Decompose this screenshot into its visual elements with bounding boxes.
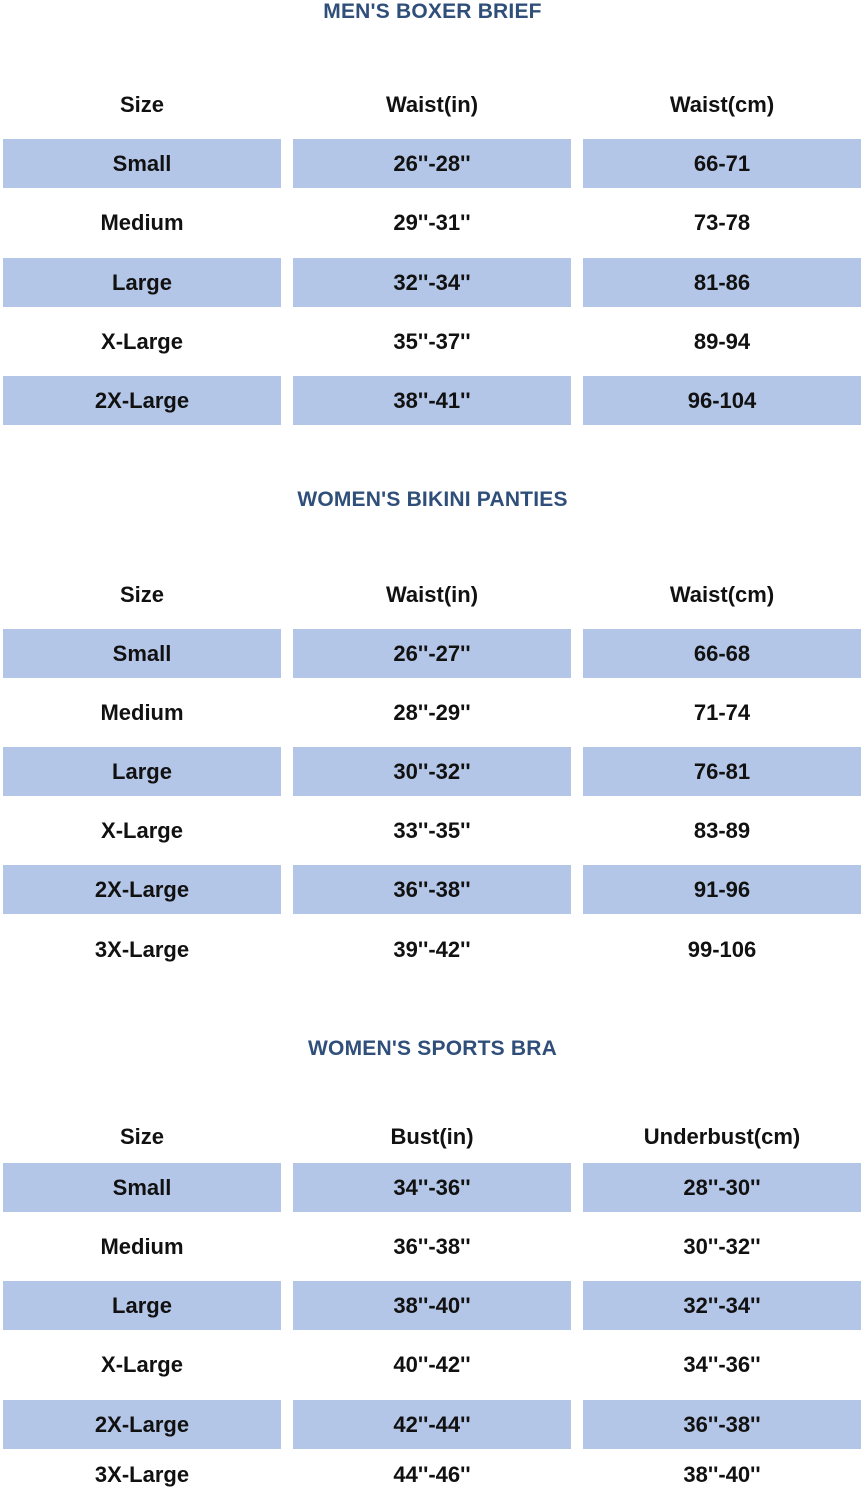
table-row — [0, 1450, 865, 1499]
cell-size: 2X-Large — [3, 1400, 281, 1449]
cell-waist-in: 36''-38'' — [293, 865, 571, 914]
header-waist-cm: Waist(cm) — [669, 92, 775, 117]
table-row — [0, 688, 865, 737]
header-bust-in: Bust(in) — [390, 1124, 474, 1149]
table-row — [0, 1400, 865, 1449]
cell-size: Medium — [100, 210, 184, 235]
table-row — [0, 1281, 865, 1330]
cell-size: Small — [3, 1163, 281, 1212]
cell-bust-in: 40''-42'' — [393, 1352, 471, 1377]
cell-waist-in: 35''-37'' — [393, 329, 471, 354]
cell-size: 2X-Large — [3, 865, 281, 914]
cell-waist-in: 32''-34'' — [293, 258, 571, 307]
cell-underbust-cm: 30''-32'' — [683, 1234, 761, 1259]
cell-waist-cm: 81-86 — [583, 258, 861, 307]
header-underbust-cm: Underbust(cm) — [643, 1124, 801, 1149]
table-row — [0, 198, 865, 247]
cell-waist-in: 28''-29'' — [393, 700, 471, 725]
cell-waist-cm: 89-94 — [693, 329, 751, 354]
table-row — [0, 1340, 865, 1389]
cell-waist-cm: 73-78 — [693, 210, 751, 235]
table-row — [0, 806, 865, 855]
cell-size: 3X-Large — [94, 937, 190, 962]
cell-bust-in: 36''-38'' — [393, 1234, 471, 1259]
cell-waist-in: 30''-32'' — [293, 747, 571, 796]
cell-underbust-cm: 34''-36'' — [683, 1352, 761, 1377]
cell-waist-in: 26''-27'' — [293, 629, 571, 678]
table-row — [0, 258, 865, 307]
table-title: WOMEN'S BIKINI PANTIES — [297, 488, 568, 511]
cell-size: X-Large — [101, 1352, 183, 1377]
table-title: MEN'S BOXER BRIEF — [323, 0, 542, 23]
cell-waist-cm: 66-68 — [583, 629, 861, 678]
cell-waist-in: 26''-28'' — [293, 139, 571, 188]
cell-waist-cm: 66-71 — [583, 139, 861, 188]
cell-waist-cm: 99-106 — [687, 937, 757, 962]
cell-waist-in: 33''-35'' — [393, 818, 471, 843]
header-size: Size — [119, 92, 165, 117]
table-header-row — [0, 80, 865, 129]
cell-size: Medium — [100, 700, 184, 725]
cell-waist-cm: 71-74 — [693, 700, 751, 725]
header-size: Size — [119, 582, 165, 607]
cell-waist-cm: 76-81 — [583, 747, 861, 796]
cell-bust-in: 44''-46'' — [393, 1462, 471, 1487]
cell-waist-in: 29''-31'' — [393, 210, 471, 235]
cell-size: Large — [3, 1281, 281, 1330]
cell-size: Large — [3, 747, 281, 796]
table-row — [0, 925, 865, 974]
cell-size: Small — [3, 139, 281, 188]
table-title: WOMEN'S SPORTS BRA — [308, 1037, 557, 1060]
cell-waist-cm: 83-89 — [693, 818, 751, 843]
header-waist-in: Waist(in) — [385, 92, 479, 117]
cell-bust-in: 38''-40'' — [293, 1281, 571, 1330]
cell-size: Large — [3, 258, 281, 307]
table-row — [0, 747, 865, 796]
cell-size: 3X-Large — [94, 1462, 190, 1487]
table-row — [0, 865, 865, 914]
cell-waist-in: 39''-42'' — [393, 937, 471, 962]
table-row — [0, 376, 865, 425]
table-header-row — [0, 570, 865, 619]
cell-bust-in: 34''-36'' — [293, 1163, 571, 1212]
table-row — [0, 629, 865, 678]
cell-underbust-cm: 38''-40'' — [683, 1462, 761, 1487]
cell-waist-cm: 91-96 — [583, 865, 861, 914]
cell-size: 2X-Large — [3, 376, 281, 425]
table-row — [0, 317, 865, 366]
cell-underbust-cm: 28''-30'' — [583, 1163, 861, 1212]
table-row — [0, 139, 865, 188]
header-waist-cm: Waist(cm) — [669, 582, 775, 607]
cell-size: Small — [3, 629, 281, 678]
cell-size: Medium — [100, 1234, 184, 1259]
cell-size: X-Large — [101, 329, 183, 354]
header-waist-in: Waist(in) — [385, 582, 479, 607]
cell-underbust-cm: 36''-38'' — [583, 1400, 861, 1449]
cell-waist-in: 38''-41'' — [293, 376, 571, 425]
cell-size: X-Large — [101, 818, 183, 843]
cell-waist-cm: 96-104 — [583, 376, 861, 425]
cell-underbust-cm: 32''-34'' — [583, 1281, 861, 1330]
table-row — [0, 1163, 865, 1212]
table-header-row — [0, 1112, 865, 1161]
cell-bust-in: 42''-44'' — [293, 1400, 571, 1449]
header-size: Size — [119, 1124, 165, 1149]
table-row — [0, 1222, 865, 1271]
